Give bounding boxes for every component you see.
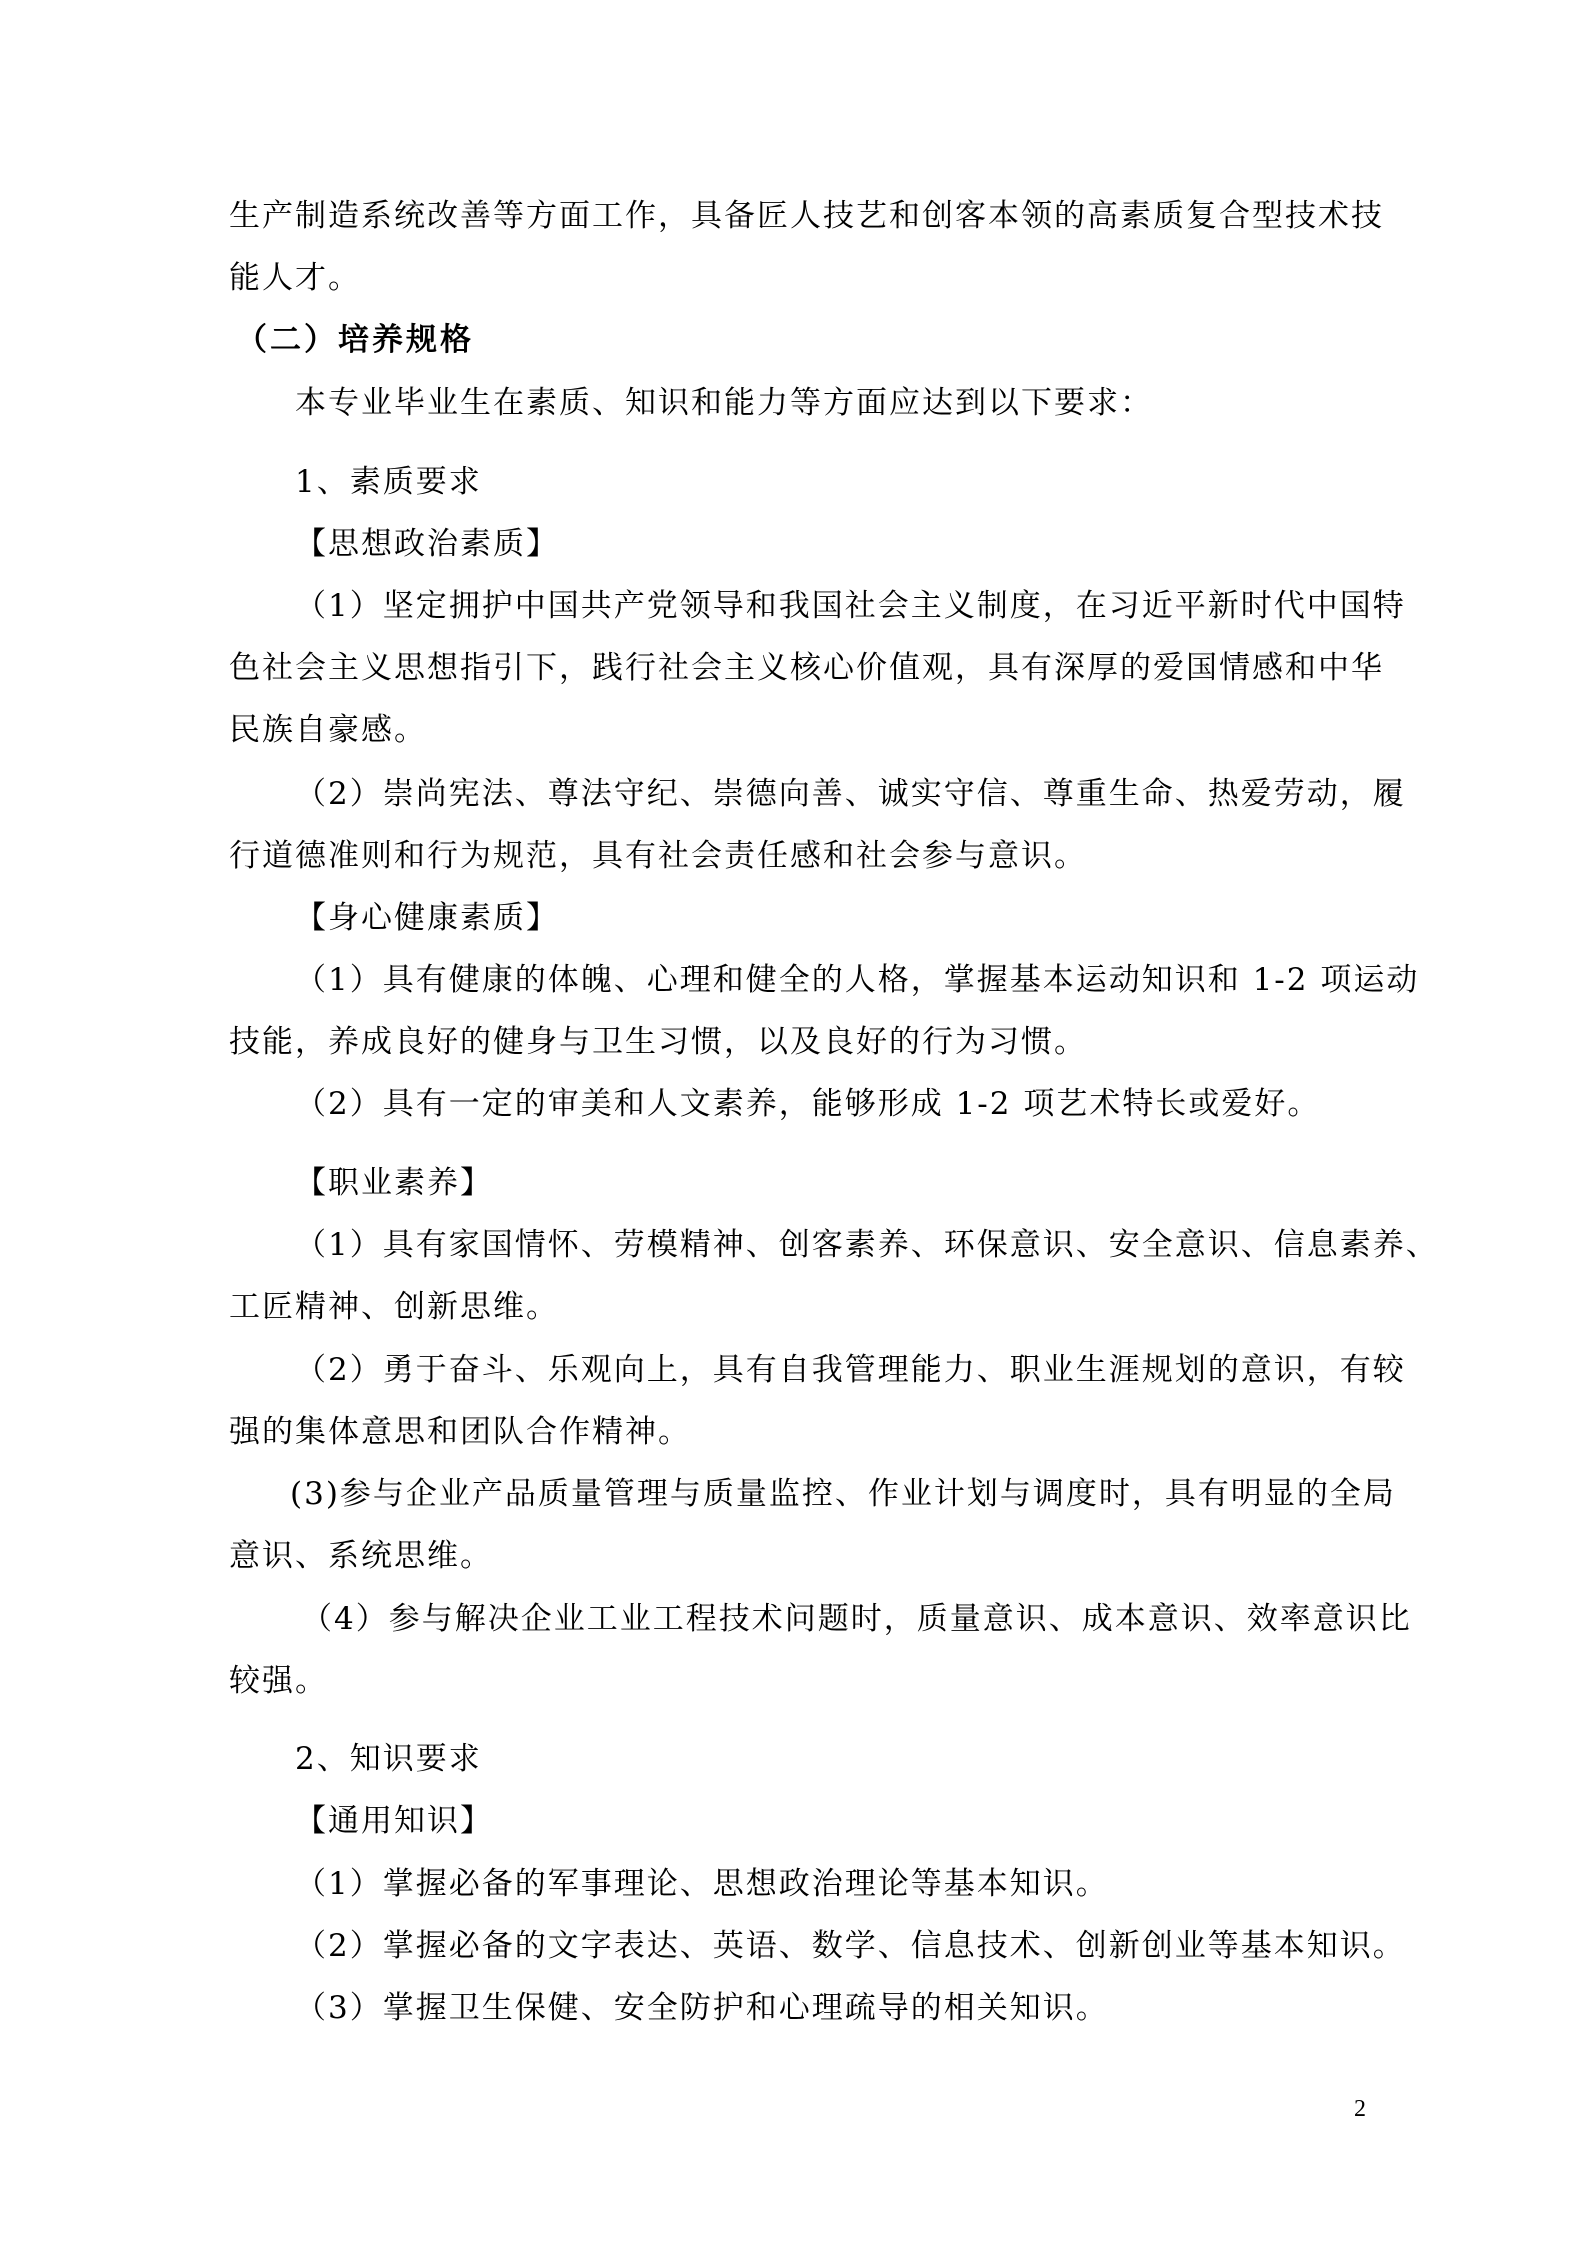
paragraph-line: （3）掌握卫生保健、安全防护和心理疏导的相关知识。 bbox=[295, 1990, 1109, 2026]
section-heading: （二）培养规格 bbox=[236, 322, 474, 358]
paragraph-line: 强的集体意思和团队合作精神。 bbox=[229, 1414, 691, 1450]
paragraph-line: 色社会主义思想指引下，践行社会主义核心价值观，具有深厚的爱国情感和中华 bbox=[229, 650, 1384, 686]
paragraph-line: （2）勇于奋斗、乐观向上，具有自我管理能力、职业生涯规划的意识，有较 bbox=[295, 1352, 1406, 1388]
paragraph-line: 民族自豪感。 bbox=[229, 712, 427, 748]
subsection-heading: 2、知识要求 bbox=[295, 1741, 482, 1777]
category-heading: 【通用知识】 bbox=[295, 1803, 493, 1839]
subsection-heading: 1、素质要求 bbox=[295, 464, 482, 500]
paragraph-line: 技能，养成良好的健身与卫生习惯，以及良好的行为习惯。 bbox=[229, 1024, 1087, 1060]
paragraph-line: 生产制造系统改善等方面工作，具备匠人技艺和创客本领的高素质复合型技术技 bbox=[229, 198, 1384, 234]
paragraph-line: （1）具有家国情怀、劳模精神、创客素养、环保意识、安全意识、信息素养、 bbox=[295, 1227, 1439, 1263]
paragraph-line: 行道德准则和行为规范，具有社会责任感和社会参与意识。 bbox=[229, 838, 1087, 874]
paragraph-line: 本专业毕业生在素质、知识和能力等方面应达到以下要求： bbox=[295, 385, 1153, 421]
paragraph-line: （1）掌握必备的军事理论、思想政治理论等基本知识。 bbox=[295, 1866, 1109, 1902]
paragraph-line: （1）坚定拥护中国共产党领导和我国社会主义制度，在习近平新时代中国特 bbox=[295, 588, 1406, 624]
paragraph-line: 工匠精神、创新思维。 bbox=[229, 1289, 559, 1325]
paragraph-line: (3)参与企业产品质量管理与质量监控、作业计划与调度时，具有明显的全局 bbox=[290, 1476, 1396, 1512]
paragraph-line: 能人才。 bbox=[229, 260, 361, 296]
paragraph-line: 较强。 bbox=[229, 1663, 328, 1699]
paragraph-line: （1）具有健康的体魄、心理和健全的人格，掌握基本运动知识和 1-2 项运动 bbox=[295, 962, 1420, 998]
paragraph-line: （4）参与解决企业工业工程技术问题时，质量意识、成本意识、效率意识比 bbox=[301, 1601, 1412, 1637]
category-heading: 【职业素养】 bbox=[295, 1165, 493, 1201]
category-heading: 【身心健康素质】 bbox=[295, 900, 559, 936]
page-number: 2 bbox=[1354, 2096, 1366, 2122]
paragraph-line: （2）具有一定的审美和人文素养，能够形成 1-2 项艺术特长或爱好。 bbox=[295, 1086, 1321, 1122]
paragraph-line: （2）掌握必备的文字表达、英语、数学、信息技术、创新创业等基本知识。 bbox=[295, 1928, 1406, 1964]
category-heading: 【思想政治素质】 bbox=[295, 526, 559, 562]
paragraph-line: 意识、系统思维。 bbox=[229, 1538, 493, 1574]
paragraph-line: （2）崇尚宪法、尊法守纪、崇德向善、诚实守信、尊重生命、热爱劳动，履 bbox=[295, 776, 1406, 812]
